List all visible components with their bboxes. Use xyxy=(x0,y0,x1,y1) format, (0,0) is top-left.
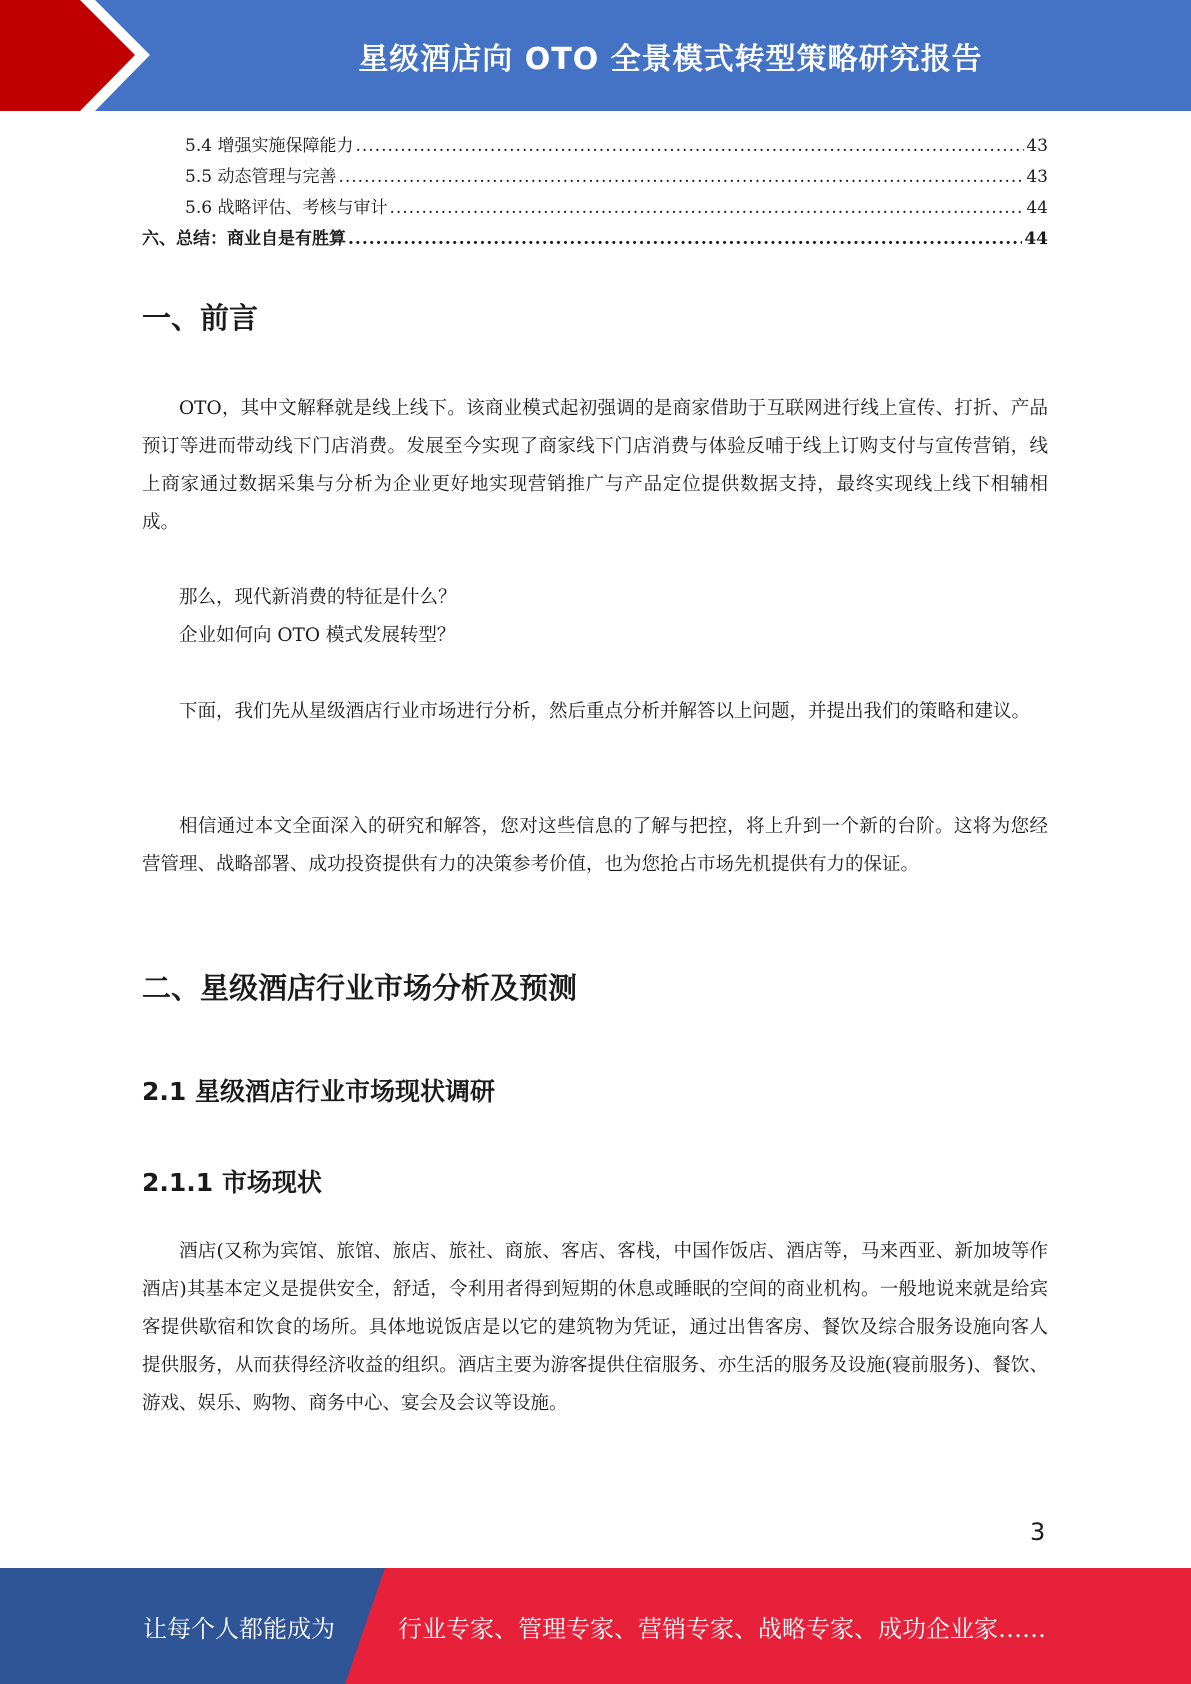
toc-leader-dots xyxy=(355,136,1024,156)
toc-entry[interactable] xyxy=(142,162,1048,193)
footer-slogan-right: 行业专家、管理专家、营销专家、战略专家、成功企业家…… xyxy=(398,1614,1046,1643)
toc-entry-label: 5.5 动态管理与完善 xyxy=(185,167,337,187)
toc-leader-dots xyxy=(389,198,1024,218)
page-number: 3 xyxy=(1030,1518,1046,1546)
preface-paragraph-2: 下面，我们先从星级酒店行业市场进行分析，然后重点分析并解答以上问题，并提出我们的策略和建议。 xyxy=(179,701,1031,722)
footer-banner xyxy=(0,1568,1191,1684)
subsection-heading-2-1: 2.1 星级酒店行业市场现状调研 xyxy=(142,1077,495,1106)
toc-leader-dots xyxy=(338,167,1024,187)
preface-paragraph-3: 相信通过本文全面深入的研究和解答，您对这些信息的了解与把控，将上升到一个新的台阶。这将为您经营管理、战略部署、成功投资提供有力的决策参考价值，也为您抢占市场先机提供有力的保证。 xyxy=(142,816,1048,875)
toc-leader-dots xyxy=(348,229,1022,249)
subsection-heading-2-1-1: 2.1.1 市场现状 xyxy=(142,1168,322,1197)
toc-entry[interactable] xyxy=(142,224,1048,255)
toc-entry-page: 44 xyxy=(1026,198,1048,218)
report-title: 星级酒店向 OTO 全景模式转型策略研究报告 xyxy=(358,41,983,77)
preface-question-2: 企业如何向 OTO 模式发展转型？ xyxy=(179,625,456,646)
footer-slogan-left: 让每个人都能成为 xyxy=(143,1614,335,1643)
preface-paragraph-1: OTO，其中文解释就是线上线下。该商业模式起初强调的是商家借助于互联网进行线上宣传、打折、产品预订等进而带动线下门店消费。发展至今实现了商家线下门店消费与体验反哺于线上订购支付与宣传营销，线上商家通过数据采集与分析为企业更好地实现营销推广与产品定位提供数据支持，最终实现线上线下相辅相成。 xyxy=(142,398,1048,533)
toc-entry-page: 44 xyxy=(1024,229,1048,249)
toc-entry-label: 5.6 战略评估、考核与审计 xyxy=(185,198,388,218)
toc-entry-label: 六、总结：商业自是有胜算 xyxy=(142,229,346,249)
section-heading-preface: 一、前言 xyxy=(142,301,259,335)
toc-entry-page: 43 xyxy=(1026,167,1048,187)
toc-entry[interactable] xyxy=(142,131,1048,162)
toc-entry[interactable] xyxy=(142,193,1048,224)
toc-entry-label: 5.4 增强实施保障能力 xyxy=(185,136,354,156)
toc-entry-page: 43 xyxy=(1026,136,1048,156)
section-heading-market: 二、星级酒店行业市场分析及预测 xyxy=(142,971,578,1005)
header-banner xyxy=(0,0,1191,111)
market-paragraph-1: 酒店(又称为宾馆、旅馆、旅店、旅社、商旅、客店、客栈，中国作饭店、酒店等，马来西亚、新加坡等作酒店)其基本定义是提供安全，舒适，令利用者得到短期的休息或睡眠的空间的商业机构。一般地说来就是给宾客提供歇宿和饮食的场所。具体地说饭店是以它的建筑物为凭证，通过出售客房、餐饮及综合服务设施向客人提供服务，从而获得经济收益的组织。酒店主要为游客提供住宿服务、亦生活的服务及设施(寝前服务)、餐饮、游戏、娱乐、购物、商务中心、宴会及会议等设施。 xyxy=(142,1241,1048,1414)
table-of-contents xyxy=(142,131,1048,255)
preface-question-1: 那么，现代新消费的特征是什么？ xyxy=(179,587,457,608)
header-arrow-icon xyxy=(0,0,160,111)
